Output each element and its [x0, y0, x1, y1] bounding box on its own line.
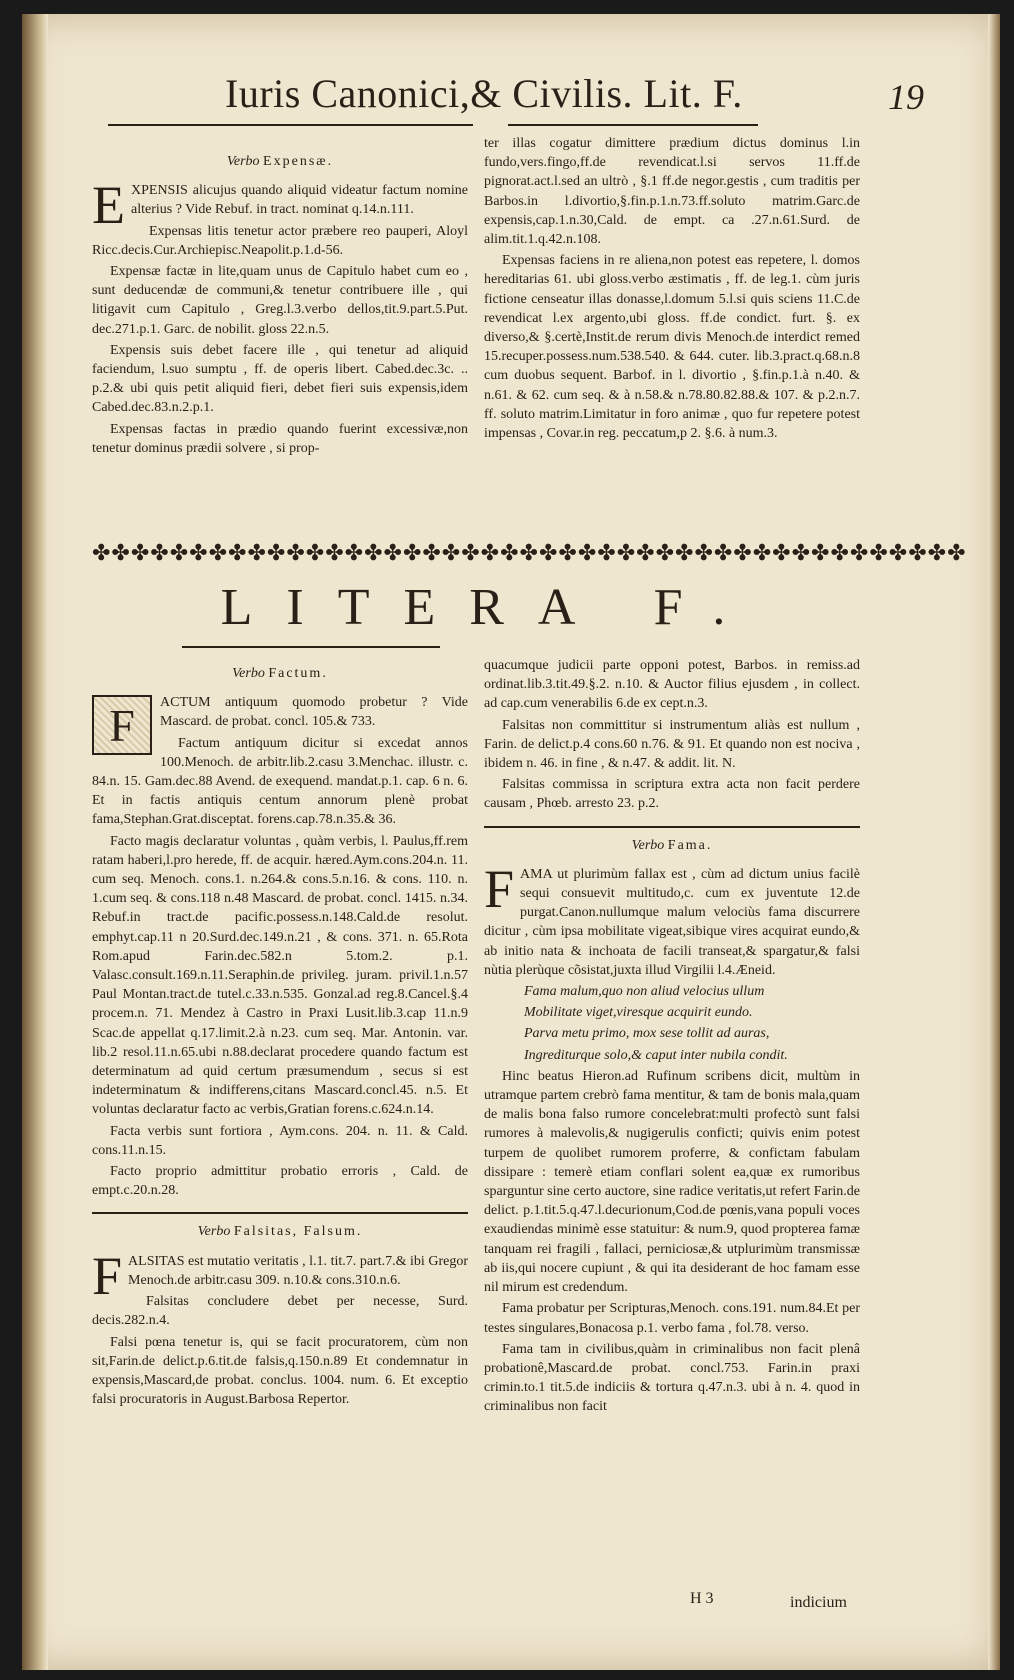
catchword: indicium: [790, 1594, 847, 1611]
verbo-heading-fama: Verbo Fama.: [631, 837, 713, 853]
paragraph: Falsitas commissa in scriptura extra acta non facit perdere causam , Phœb. arresto 23. p.2.: [484, 777, 860, 812]
verbo-heading-factum: Verbo Factum.: [232, 666, 328, 681]
paragraph: Expensas litis tenetur actor præbere reo pauperi, Aloyl Ricc.decis.Cur.Archiepisc.Neapolit.p.1.d-56.: [92, 223, 468, 258]
drop-cap: E: [92, 175, 125, 236]
paragraph: Hinc beatus Hieron.ad Rufinum scribens dicit, multùm in utramque partem crebrò fama mentitur, & tam de bonis mala,quam de malis bona falso rumore concelebrat:multi profectò sunt falsi rumores à malevolis,& nugigerulis conficti; quivis enim potest turpem de quolibet rumorem proferre, & confictam fabulam dissipare : temerè etiam conflari solent ea,quæ ex rumoribus sparguntur sine certo auctore, sine radice veritatis,ut refert Farin.de delict. p.1.tit.5.q.47.l.decurionum,Cod.de pœnis,vana populi voces exaudiendas minimè esse statuitur: & num.9, quod propterea famæ tanquam rei fragili , fallaci, perniciosæ,& utplurimùm transmissæ ab iis,qui nocere cupiunt , & qui ita desiderant de hoc famam esse nil mirum est credendum.: [484, 1068, 860, 1296]
paragraph: Fama tam in civilibus,quàm in criminalibus non facit plenâ probationê,Mascard.de probat. concl.753. Farin.in praxi crimin.to.1 tit.5.de indiciis & tortura q.47.n.3. ubi à n. 4. quod in criminalibus non facit: [484, 1341, 860, 1415]
running-title: Iuris Canonici,& Civilis. Lit. F.: [225, 71, 743, 116]
page-number: 19: [888, 77, 924, 117]
paragraph: Expensis suis debet facere ille , qui tenetur ad aliquid faciendum, l.suo sumptu , ff. de operis libert. Cabed.dec.3c. .. p.2.& ubi quis petit aliquid fieri, debet fieri suis expensis,idem Cabed.dec.83.n.2.p.1.: [92, 342, 468, 416]
section-title: LITERA F.: [220, 579, 760, 636]
paragraph: Expensæ factæ in lite,quam unus de Capitulo habet cum eo , sunt deducendæ de communi,& tenetur contribuere ille , qui litigavit cum Capitulo , Greg.l.3.verbo dellos,tit.9.part.5.Put. dec.271.p.1. Garc. de nobilit. gloss 22.n.5.: [92, 264, 468, 337]
left-column-lower: [92, 660, 468, 1411]
running-header: [100, 70, 980, 130]
paragraph: Falsitas concludere debet per necesse, Surd. decis.282.n.4.: [92, 1294, 468, 1329]
divider-rule: [92, 1212, 468, 1214]
verse-line: Fama malum,quo non aliud velocius ullum: [524, 984, 765, 1000]
paragraph: Falsitas non committitur si instrumentum aliàs est nullum , Farin. de delict.p.4 cons.60 n.76. & 91. Et quando non est nociva , ibidem n. 46. in fine , & n.47. & addit. lit. N.: [484, 717, 860, 772]
verse-line: Ingrediturque solo,& caput inter nubila condit.: [524, 1047, 788, 1063]
paragraph: Facta verbis sunt fortiora , Aym.cons. 204. n. 11. & Cald. cons.11.n.15.: [92, 1123, 468, 1158]
paragraph: FALSITAS est mutatio veritatis , l.1. tit.7. part.7.& ibi Gregor Menoch.de arbitr.casu 309. n.10.& cons.310.n.6.: [92, 1245, 468, 1306]
book-spine: [22, 14, 48, 1670]
signature-mark: H 3: [690, 1590, 714, 1607]
verbo-heading-falsitas: Verbo Falsitas, Falsum.: [197, 1224, 363, 1240]
paragraph: Expensas faciens in re aliena,non potest eas repetere, l. domos hereditarias 61. ubi gloss.verbo æstimatis , ff. de leg.1. cùm juris fictione censeatur illas donasse,l.domum 5.l.si quis sciens 11.C.de revendicat l.ex argento,ubi gloss. ff.de condict. furt. §. ex diverso,& §.certè,Instit.de rerum divis Menoch.de interdict remed 15.recuper.possess.num.538.540. & 644. cuter. lib.3.pract.q.68.n.8 cum duobus sequent. Barbof. in l. divortio , §.fin.p.1.à n.40. & n.61. & 62. cum seq. & à n.58.& n.78.80.82.88.& 107. & p.2.n.7. ff. soluto matrim.Limitatur in foro animæ , quo fur repetere potest impensas , Covar.in reg. peccatum,p 2. §.6. à num.3.: [484, 253, 860, 442]
drop-cap: F: [92, 1245, 123, 1306]
ornament-band: ✤✤✤✤✤✤✤✤✤✤✤✤✤✤✤✤✤✤✤✤✤✤✤✤✤✤✤✤✤✤✤✤✤✤✤✤✤✤✤✤✤✤✤✤✤: [92, 540, 967, 565]
drop-cap: F: [484, 858, 515, 919]
paragraph: Facto proprio admittitur probatio erroris , Cald. de empt.c.20.n.28.: [92, 1164, 468, 1199]
expensae-column-left: [92, 148, 468, 460]
divider-rule: [484, 826, 860, 828]
section-rule: [182, 646, 440, 648]
verse-line: Parva metu primo, mox sese tollit ad auras,: [524, 1026, 770, 1042]
paragraph: FAMA ut plurimùm fallax est , cùm ad dictum unius facilè sequi consuevit multitudo,c. cum ex juventute 12.de purgat.Canon.nullumque malum velociùs fama discurrere dicitur , cùm ipsa mobilitate vigeat,sibique vires acquirat eundo,& ab initio nata & inchoata de facili transeat,& spargatur,& falsi nùtia plerùque cõsistat,juxta illud Virgilii l.4.Æneid.: [484, 858, 860, 978]
page-edge: [988, 14, 1000, 1670]
expensae-column-right: [484, 134, 860, 445]
paragraph: Fama probatur per Scripturas,Menoch. cons.191. num.84.Et per testes singulares,Bonacosa p.1. verbo fama , fol.78. verso.: [484, 1301, 860, 1336]
paragraph: EXPENSIS alicujus quando aliquid videatur factum nomine alterius ? Vide Rebuf. in tract. nominat q.14.n.111.: [92, 175, 468, 236]
paragraph: ter illas cogatur dimittere prædium dictus dominus l.in fundo,vers.fingo,ff.de revendicat.l.si servos 11.ff.de pignorat.act.l.sed an ultrò , §.1 ff.de negor.gestis , cum traditis per Barbos.in l.divortio,§.fin.p.1.n.73.ff.soluto matrim.Garc.de expensis,cap.1.n.30,Cald. de empt. ca .27.n.61.Surd. de alim.tit.1.q.42.n.108.: [484, 136, 860, 248]
header-rule-left: [108, 124, 473, 126]
paragraph: Expensas factas in prædio quando fuerint excessivæ,non tenetur dominus prædii solvere , si prop-: [92, 421, 468, 456]
paragraph: Facto magis declaratur voluntas , quàm verbis, l. Paulus,ff.rem ratam haberi,l.pro herede, ff. de acquir. hæred.Aym.cons.204.n. 11. cum seq. Menoch. cons.1. n.264.& cons.5.n.16. & cons. 110. n. 1.cum seq. & cons.118 n.48 Mascard. de probat. concl. 1415. n.34. Rebuf.in tract.de pacific.possess.n.148.Cald.de resolut. emphyt.cap.11 n 20.Surd.dec.149.n.21 , & cons. 371. n. 65.Rota Rom.apud Farin.dec.582.n 5.tom.2. p.1. Valasc.consult.169.n.11.Seraphin.de privileg. juram. privil.1.n.57 Paul Montan.tract.de tutel.c.33.n.535. Gonzal.ad reg.8.Cancel.§.4 procem.n. 71. Mendez à Castro in Praxi Lusit.lib.3.cap 11.n.9 Scac.de appellat q.17.limit.2.à n.23. cum seq. Mar. Antonin. var. lib.2 resol.11.n.65.ubi n.88.declarat procedere quando factum est determinatum ad quid certum præsumendum , secus si est indeterminatum & indifferens,citans Mascard.concl.45. n.5. Et voluntas declaratur facto ac verbis,Gratian forens.c.624.n.14.: [92, 833, 468, 1118]
decorated-initial: F: [92, 695, 152, 755]
verse-line: Mobilitate viget,viresque acquirit eundo.: [524, 1005, 753, 1021]
verbo-heading-expensae: Verbo Expensæ.: [226, 154, 334, 169]
paragraph: F ACTUM antiquum quomodo probetur ? Vide Mascard. de probat. concl. 105.& 733.: [92, 693, 468, 731]
header-rule-right: [508, 124, 758, 126]
right-column-lower: [484, 656, 860, 1419]
paragraph: Falsi pœna tenetur is, qui se facit procuratorem, cùm non sit,Farin.de delict.p.6.tit.de falsis,q.150.n.89 Et condemnatur in expensis,Mascard,de probat. conclus. 1004. num. 6. Et exceptio falsi procuratoris in August.Barbosa Repertor.: [92, 1334, 468, 1408]
paragraph: Factum antiquum dicitur si excedat annos 100.Menoch. de arbitr.lib.2.casu 3.Menchac. illustr. c. 84.n. 15. Gam.dec.88 Avend. de exequend. mandat.p.1. cap. 6 n. 6. Et in factis antiquis centum annorum plenè probat fama,Stephan.Grat.disceptat. forens.cap.78.n.35.& 36.: [92, 735, 468, 828]
paragraph: quacumque judicii parte opponi potest, Barbos. in remiss.ad ordinat.lib.3.tit.49.§.2. n.10. & Auctor filius ejusdem , in collect. ad cap.cum venerabilis 6.de ex cept.n.3.: [484, 658, 860, 712]
